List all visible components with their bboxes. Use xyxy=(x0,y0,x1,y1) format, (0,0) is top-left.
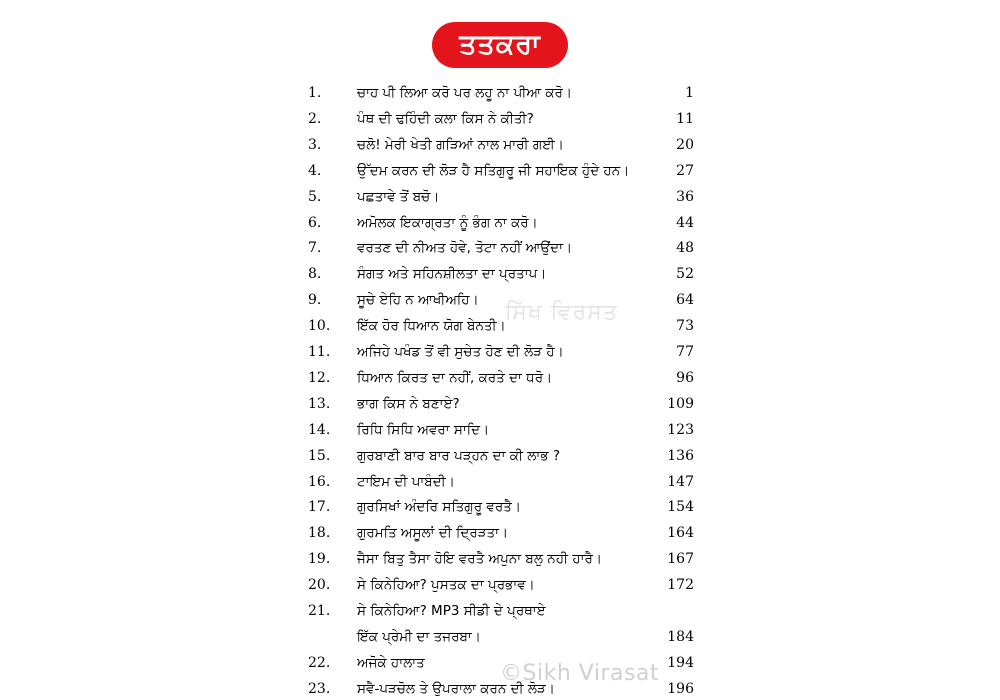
entry-title: ਟਾਇਮ ਦੀ ਪਾਬੰਦੀ। xyxy=(357,473,455,490)
entry-page-number: 196 xyxy=(667,680,694,697)
entry-number: 12. xyxy=(308,369,331,386)
entry-page-number: 184 xyxy=(667,628,694,645)
entry-number: 17. xyxy=(308,499,331,516)
entry-page-number: 109 xyxy=(667,395,694,412)
entry-page-number: 73 xyxy=(676,318,694,335)
entry-page-number: 147 xyxy=(667,473,694,490)
entry-number: 14. xyxy=(308,421,331,438)
entry-title: ਪੰਥ ਦੀ ਢਹਿੰਦੀ ਕਲਾ ਕਿਸ ਨੇ ਕੀਤੀ? xyxy=(357,110,534,127)
entry-title: ਅਮੋਲਕ ਇਕਾਗ੍ਰਤਾ ਨੂੰ ਭੰਗ ਨਾ ਕਰੋ। xyxy=(357,214,538,231)
toc-entry xyxy=(0,417,1000,443)
entry-title: ਭਾਗ ਕਿਸ ਨੇ ਬਣਾਏ? xyxy=(357,395,460,412)
entry-page-number: 44 xyxy=(676,214,694,231)
entry-number: 1. xyxy=(308,85,322,101)
entry-page-number: 52 xyxy=(676,266,694,283)
entry-number: 21. xyxy=(308,603,331,619)
entry-number: 16. xyxy=(308,473,331,490)
toc-entry xyxy=(0,391,1000,417)
entry-page-number: 48 xyxy=(676,240,694,257)
entry-title: ਧਿਆਨ ਕਿਰਤ ਦਾ ਨਹੀਂ, ਕਰਤੇ ਦਾ ਧਰੋ। xyxy=(357,369,553,386)
entry-title: ਜੈਸਾ ਬਿਤੁ ਤੈਸਾ ਹੋਇ ਵਰਤੈ ਅਪੁਨਾ ਬਲੁ ਨਹੀ ਹਾਰੈ। xyxy=(357,551,602,568)
entry-number: 22. xyxy=(308,654,331,671)
entry-page-number: 96 xyxy=(676,369,694,386)
entry-number: 13. xyxy=(308,395,331,412)
toc-entry xyxy=(0,235,1000,261)
entry-title: ਚਲੋ! ਮੇਰੀ ਖੇਤੀ ਗੜਿਆਂ ਨਾਲ ਮਾਰੀ ਗਈ। xyxy=(357,136,564,153)
entry-title: ਇੱਕ ਪ੍ਰੇਮੀ ਦਾ ਤਜਰਬਾ। xyxy=(357,628,481,645)
entry-title: ਸੇ ਕਿਨੇਹਿਆ? MP3 ਸੀਡੀ ਦੇ ਪ੍ਰਥਾਏ xyxy=(357,603,546,619)
entry-number: 23. xyxy=(308,680,331,697)
entry-title: ਅਜੋਕੇ ਹਾਲਾਤ xyxy=(357,654,425,671)
toc-entry xyxy=(0,339,1000,365)
entry-page-number: 77 xyxy=(676,344,694,360)
entry-title: ਸੇ ਕਿਨੇਹਿਆ? ਪੁਸਤਕ ਦਾ ਪ੍ਰਭਾਵ। xyxy=(357,577,535,594)
entry-page-number: 27 xyxy=(676,162,694,179)
toc-entry xyxy=(0,210,1000,236)
toc-entry xyxy=(0,494,1000,520)
entry-number: 11. xyxy=(308,344,331,360)
entry-title: ਅਜਿਹੇ ਪਖੰਡ ਤੋਂ ਵੀ ਸੁਚੇਤ ਹੋਣ ਦੀ ਲੋੜ ਹੈ। xyxy=(357,344,564,360)
entry-title: ਉੱਦਮ ਕਰਨ ਦੀ ਲੋੜ ਹੈ ਸਤਿਗੁਰੂ ਜੀ ਸਹਾਇਕ ਹੁੰਦੇ ਹਨ। xyxy=(357,162,630,179)
entry-number: 7. xyxy=(308,240,322,257)
toc-title: ਤਤਕਰਾ xyxy=(432,22,568,68)
entry-title: ਚਾਹ ਪੀ ਲਿਆ ਕਰੋ ਪਰ ਲਹੂ ਨਾ ਪੀਆ ਕਰੋ। xyxy=(357,85,573,101)
watermark-copyright: ©Sikh Virasat xyxy=(500,661,660,686)
toc-entry xyxy=(0,520,1000,546)
entry-page-number: 164 xyxy=(667,525,694,542)
entry-page-number: 154 xyxy=(667,499,694,516)
toc-entry xyxy=(0,106,1000,132)
entry-number: 18. xyxy=(308,525,331,542)
entry-title: ਪਛਤਾਵੇ ਤੋਂ ਬਚੋ। xyxy=(357,188,440,205)
entry-number: 3. xyxy=(308,136,322,153)
watermark-punjabi: ਸਿੱਖ ਵਿਰਸਤ xyxy=(505,300,618,325)
toc-entry xyxy=(0,365,1000,391)
toc-entry xyxy=(0,572,1000,598)
entry-number: 5. xyxy=(308,188,322,205)
entry-title: ਗੁਰਸਿਖਾਂ ਅੰਦਰਿ ਸਤਿਗੁਰੂ ਵਰਤੈ। xyxy=(357,499,521,516)
entry-number: 20. xyxy=(308,577,331,594)
entry-title: ਇੱਕ ਹੋਰ ਧਿਆਨ ਯੋਗ ਬੇਨਤੀ। xyxy=(357,318,506,335)
entry-number: 19. xyxy=(308,551,331,568)
entry-number: 6. xyxy=(308,214,322,231)
entry-page-number: 123 xyxy=(667,421,694,438)
entry-number: 8. xyxy=(308,266,322,283)
toc-entry xyxy=(0,80,1000,106)
entry-page-number: 136 xyxy=(667,447,694,464)
entry-page-number: 64 xyxy=(676,292,694,309)
entry-number: 4. xyxy=(308,162,322,179)
entry-page-number: 167 xyxy=(667,551,694,568)
entry-page-number: 36 xyxy=(676,188,694,205)
entry-page-number: 1 xyxy=(685,85,694,101)
entry-number: 2. xyxy=(308,110,322,127)
entry-page-number: 20 xyxy=(676,136,694,153)
entry-title: ਗੁਰਬਾਣੀ ਬਾਰ ਬਾਰ ਪੜ੍ਹਨ ਦਾ ਕੀ ਲਾਭ ? xyxy=(357,447,560,464)
entry-title: ਗੁਰਮਤਿ ਅਸੂਲਾਂ ਦੀ ਦ੍ਰਿੜਤਾ। xyxy=(357,525,509,542)
entry-title: ਸੰਗਤ ਅਤੇ ਸਹਿਨਸ਼ੀਲਤਾ ਦਾ ਪ੍ਰਤਾਪ। xyxy=(357,266,547,283)
entry-page-number: 172 xyxy=(667,577,694,594)
entry-number: 10. xyxy=(308,318,331,335)
toc-entry xyxy=(0,184,1000,210)
entry-title: ਸਵੈ-ਪੜਚੋਲ ਤੇ ਉਪਰਾਲਾ ਕਰਨ ਦੀ ਲੋੜ। xyxy=(357,680,555,697)
toc-entry xyxy=(0,287,1000,313)
toc-entry xyxy=(0,132,1000,158)
entry-number: 15. xyxy=(308,447,331,464)
entry-page-number: 194 xyxy=(667,654,694,671)
toc-entry xyxy=(0,469,1000,495)
toc-entry xyxy=(0,443,1000,469)
toc-entry xyxy=(0,598,1000,624)
entry-page-number: 11 xyxy=(676,110,694,127)
toc-entry xyxy=(0,158,1000,184)
toc-entry xyxy=(0,546,1000,572)
entry-title: ਸੂਚੇ ਏਹਿ ਨ ਆਖੀਅਹਿ। xyxy=(357,292,479,309)
entry-title: ਰਿਧਿ ਸਿਧਿ ਅਵਰਾ ਸਾਦਿ। xyxy=(357,421,490,438)
toc-entry xyxy=(0,313,1000,339)
entry-number: 9. xyxy=(308,292,322,309)
entry-title: ਵਰਤਣ ਦੀ ਨੀਅਤ ਹੋਵੇ, ਤੋਟਾ ਨਹੀਂ ਆਉਂਦਾ। xyxy=(357,240,573,257)
toc-entry xyxy=(0,261,1000,287)
toc-entry xyxy=(0,624,1000,650)
